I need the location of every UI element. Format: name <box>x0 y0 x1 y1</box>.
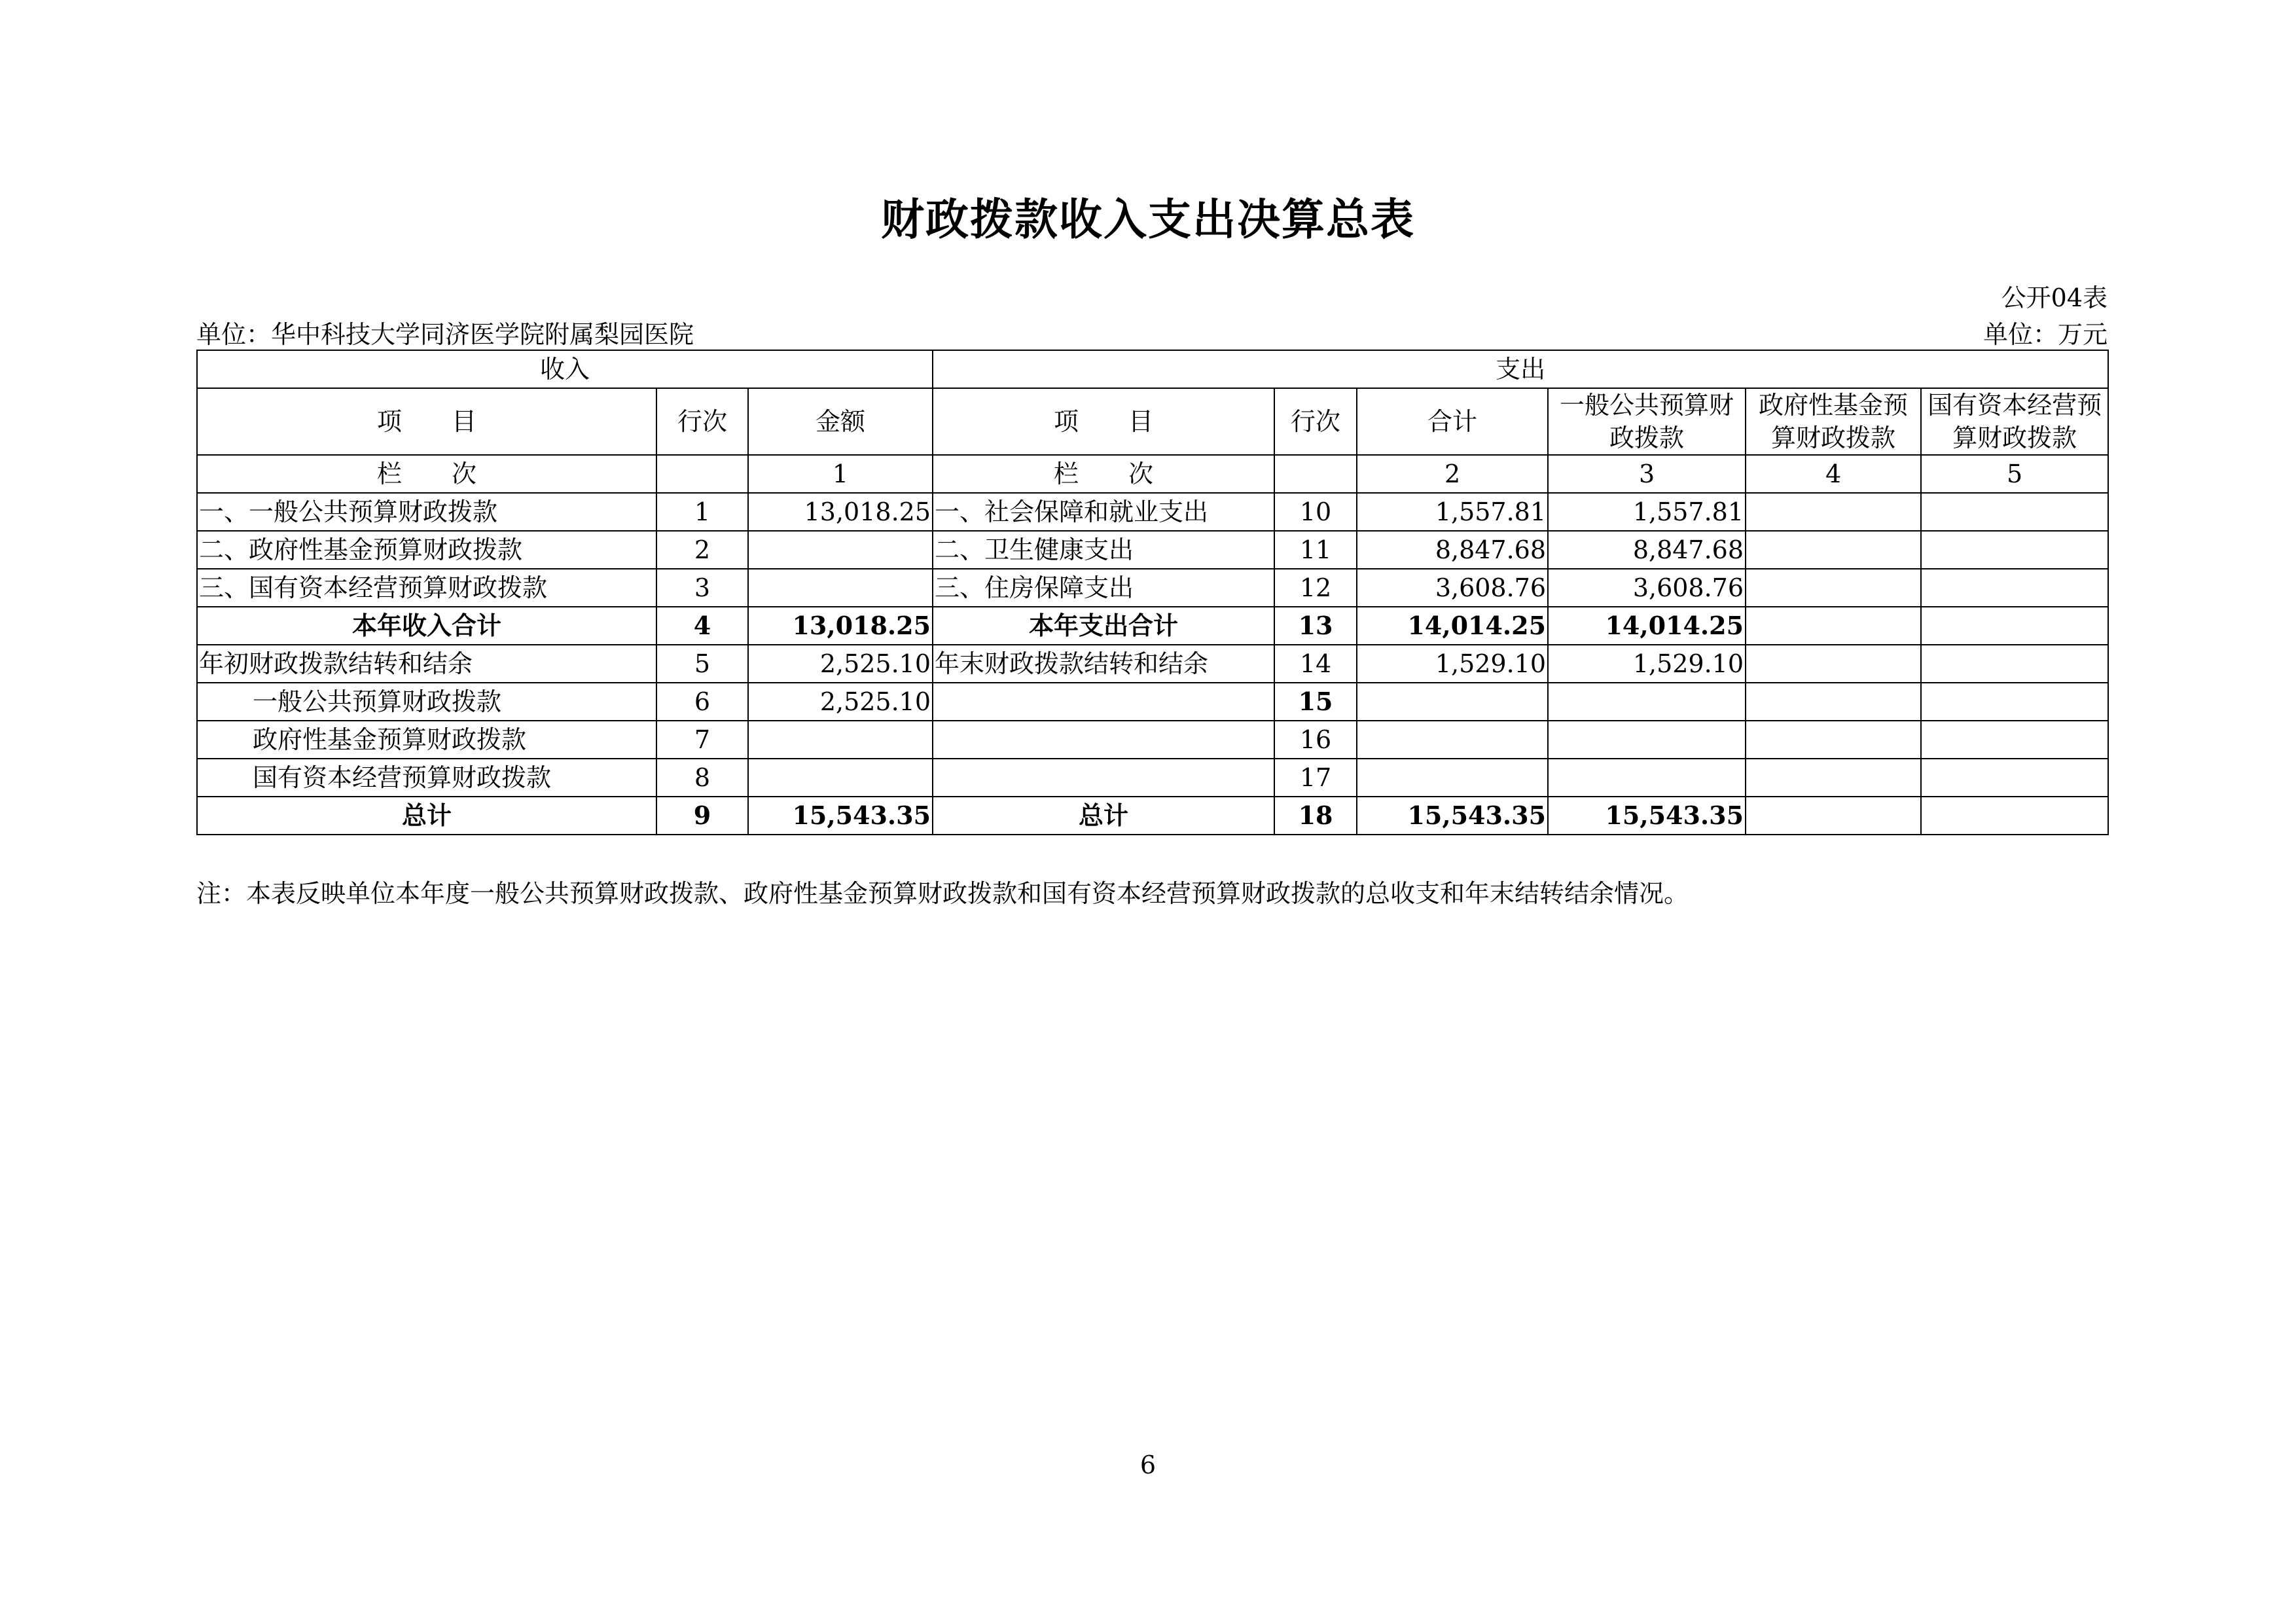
page-number: 6 <box>1139 1451 1157 1479</box>
unit-name: 单位：华中科技大学同济医学院附属梨园医院 <box>196 320 694 349</box>
expense-fund <box>1746 645 1921 683</box>
column-index-total: 2 <box>1357 455 1548 493</box>
expense-item: 年末财政拨款结转和结余 <box>933 645 1274 683</box>
income-line-no: 7 <box>656 721 748 759</box>
column-index-general: 3 <box>1548 455 1746 493</box>
income-item: 国有资本经营预算财政拨款 <box>197 759 656 797</box>
column-index-blank <box>1274 455 1357 493</box>
expense-total <box>1357 759 1548 797</box>
expense-item <box>933 683 1274 721</box>
expense-general <box>1548 759 1746 797</box>
expense-state <box>1921 683 2108 721</box>
income-line-no: 9 <box>656 797 748 835</box>
expense-line-no: 10 <box>1274 493 1357 531</box>
col-header-amount: 金额 <box>748 388 933 455</box>
expense-item: 三、住房保障支出 <box>933 569 1274 607</box>
column-header-row <box>197 388 2108 455</box>
income-item: 二、政府性基金预算财政拨款 <box>197 531 656 569</box>
expense-fund <box>1746 683 1921 721</box>
column-index-fund: 4 <box>1746 455 1921 493</box>
income-amount: 13,018.25 <box>748 493 933 531</box>
col-header-exp-item: 项 目 <box>933 388 1274 455</box>
expense-line-no: 16 <box>1274 721 1357 759</box>
income-item: 一般公共预算财政拨款 <box>197 683 656 721</box>
income-amount <box>748 531 933 569</box>
income-line-no: 8 <box>656 759 748 797</box>
expense-grand-general: 15,543.35 <box>1548 797 1746 835</box>
expense-subtotal-total: 14,014.25 <box>1357 607 1548 645</box>
table-row <box>197 493 2108 531</box>
expense-total: 1,529.10 <box>1357 645 1548 683</box>
expense-item <box>933 721 1274 759</box>
expense-fund <box>1746 797 1921 835</box>
column-index-row <box>197 455 2108 493</box>
expense-item <box>933 759 1274 797</box>
income-amount <box>748 721 933 759</box>
income-item: 政府性基金预算财政拨款 <box>197 721 656 759</box>
grand-total-row <box>197 797 2108 835</box>
expense-total: 8,847.68 <box>1357 531 1548 569</box>
expense-general: 1,529.10 <box>1548 645 1746 683</box>
table-row <box>197 721 2108 759</box>
expense-general <box>1548 683 1746 721</box>
col-header-exp-line-no: 行次 <box>1274 388 1357 455</box>
expense-fund <box>1746 607 1921 645</box>
income-item: 年初财政拨款结转和结余 <box>197 645 656 683</box>
income-header: 收入 <box>197 350 933 388</box>
expense-state <box>1921 759 2108 797</box>
expense-fund <box>1746 759 1921 797</box>
amount-unit: 单位：万元 <box>1982 320 2108 349</box>
expense-state <box>1921 531 2108 569</box>
fiscal-appropriation-table <box>196 350 2109 835</box>
section-header-row <box>197 350 2108 388</box>
expense-total <box>1357 721 1548 759</box>
expense-state <box>1921 797 2108 835</box>
income-item: 一、一般公共预算财政拨款 <box>197 493 656 531</box>
expense-state <box>1921 607 2108 645</box>
expense-general: 8,847.68 <box>1548 531 1746 569</box>
form-number: 公开04表 <box>2001 283 2108 312</box>
expense-grand-total: 15,543.35 <box>1357 797 1548 835</box>
col-header-item: 项 目 <box>197 388 656 455</box>
expense-line-no: 12 <box>1274 569 1357 607</box>
page-title: 财政拨款收入支出决算总表 <box>881 194 1415 245</box>
expense-subtotal-general: 14,014.25 <box>1548 607 1746 645</box>
income-subtotal-label: 本年收入合计 <box>197 607 656 645</box>
table-row <box>197 683 2108 721</box>
col-header-fund: 政府性基金预算财政拨款 <box>1746 388 1921 455</box>
column-index-amount: 1 <box>748 455 933 493</box>
expense-total: 3,608.76 <box>1357 569 1548 607</box>
expense-total <box>1357 683 1548 721</box>
expense-line-no: 14 <box>1274 645 1357 683</box>
expense-state <box>1921 645 2108 683</box>
income-grand-total: 15,543.35 <box>748 797 933 835</box>
expense-total-label: 总计 <box>933 797 1274 835</box>
column-index-label: 栏 次 <box>197 455 656 493</box>
expense-item: 二、卫生健康支出 <box>933 531 1274 569</box>
column-index-state: 5 <box>1921 455 2108 493</box>
expense-fund <box>1746 569 1921 607</box>
expense-item: 一、社会保障和就业支出 <box>933 493 1274 531</box>
col-header-general: 一般公共预算财政拨款 <box>1548 388 1746 455</box>
table-row <box>197 759 2108 797</box>
expense-general: 1,557.81 <box>1548 493 1746 531</box>
table-row <box>197 569 2108 607</box>
expense-header: 支出 <box>933 350 2108 388</box>
income-line-no: 5 <box>656 645 748 683</box>
income-line-no: 1 <box>656 493 748 531</box>
income-line-no: 3 <box>656 569 748 607</box>
subtotal-row <box>197 607 2108 645</box>
table-note: 注：本表反映单位本年度一般公共预算财政拨款、政府性基金预算财政拨款和国有资本经营预算财政拨款的总收支和年末结转结余情况。 <box>196 879 1689 908</box>
expense-state <box>1921 569 2108 607</box>
income-item: 三、国有资本经营预算财政拨款 <box>197 569 656 607</box>
income-amount <box>748 759 933 797</box>
expense-total: 1,557.81 <box>1357 493 1548 531</box>
column-index-exp-label: 栏 次 <box>933 455 1274 493</box>
income-line-no: 4 <box>656 607 748 645</box>
col-header-state: 国有资本经营预算财政拨款 <box>1921 388 2108 455</box>
income-line-no: 6 <box>656 683 748 721</box>
income-amount: 2,525.10 <box>748 683 933 721</box>
income-amount: 2,525.10 <box>748 645 933 683</box>
column-index-blank <box>656 455 748 493</box>
expense-subtotal-label: 本年支出合计 <box>933 607 1274 645</box>
expense-state <box>1921 493 2108 531</box>
expense-fund <box>1746 531 1921 569</box>
expense-line-no: 13 <box>1274 607 1357 645</box>
expense-line-no: 15 <box>1274 683 1357 721</box>
col-header-line-no: 行次 <box>656 388 748 455</box>
expense-state <box>1921 721 2108 759</box>
expense-line-no: 11 <box>1274 531 1357 569</box>
expense-general: 3,608.76 <box>1548 569 1746 607</box>
expense-fund <box>1746 721 1921 759</box>
expense-fund <box>1746 493 1921 531</box>
table-row <box>197 645 2108 683</box>
col-header-total: 合计 <box>1357 388 1548 455</box>
table-row <box>197 531 2108 569</box>
expense-line-no: 18 <box>1274 797 1357 835</box>
expense-general <box>1548 721 1746 759</box>
income-line-no: 2 <box>656 531 748 569</box>
income-amount <box>748 569 933 607</box>
income-total-label: 总计 <box>197 797 656 835</box>
expense-line-no: 17 <box>1274 759 1357 797</box>
income-subtotal-amount: 13,018.25 <box>748 607 933 645</box>
